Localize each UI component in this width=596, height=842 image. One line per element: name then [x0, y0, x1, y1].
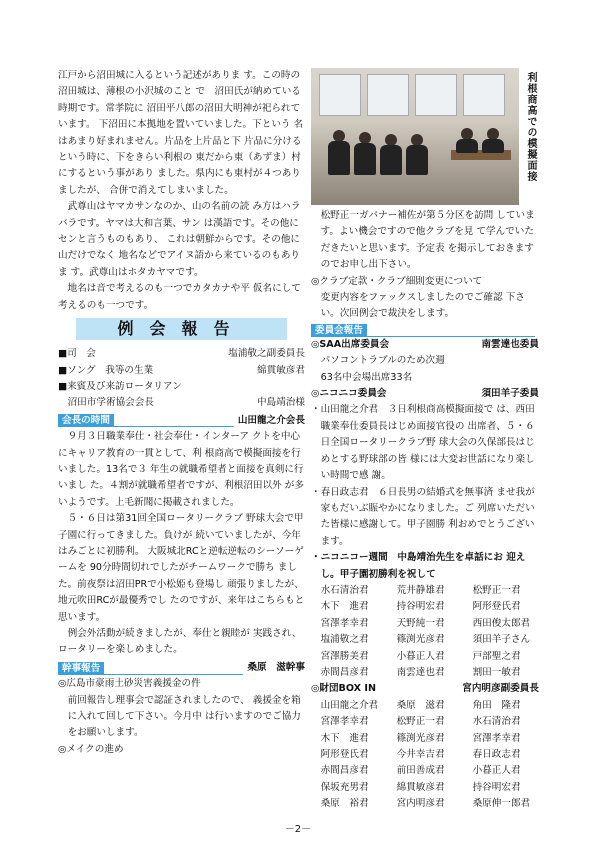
committee-report-tag: 委員会報告	[311, 324, 367, 337]
agenda-value: 中島靖治様	[257, 397, 305, 409]
member-name: 前田善成君	[396, 765, 445, 777]
person-figure	[482, 139, 504, 153]
agenda-label: ■ソング 我等の生業	[58, 364, 154, 376]
member-name: 持谷明宏君	[396, 601, 445, 613]
agenda-label: ■来賓及び来訪ロータリアン	[58, 380, 182, 392]
intro-paragraph-3: 地名は音で考えるのも一つでカタカナや平 仮名にして考えるのも一つです。	[58, 283, 301, 311]
member-name: 赤間昌彦君	[320, 666, 369, 678]
nikoniko-week-names	[311, 583, 539, 681]
agenda-label: ■司 会	[58, 348, 96, 360]
member-name: 木下 進君	[320, 601, 369, 613]
saa-committee-person: 南雲達也委員	[481, 338, 539, 350]
person-figure	[456, 139, 478, 153]
president-paragraph-1: ９月３日職業奉仕・社会奉仕・インターア クトを中心にキャリア教育の一貫として、利 根商高で模擬面接を行いました。13名で３ 年生の就職希望者と面接を真剣に行いまし た。４割が就職希望者ですが、利根沼田以外 が多いようです。上毛新聞に掲載されました。	[58, 431, 304, 508]
saa-line: 63名中会場出席33名	[320, 371, 413, 383]
member-name: 赤間昌彦君	[320, 765, 369, 777]
saa-line: パソコントラブルのため次週	[320, 355, 445, 367]
secretary-item-body: 前回報告し理事会で認証されましたので、 義援金を箱に入れて回して下さい。今月中 は行いますのでご協力をお願いします。	[67, 694, 301, 739]
agenda-value: 塩浦敬之副委員長	[228, 348, 305, 360]
member-name: 阿形登氏君	[320, 749, 369, 760]
secretary-item-head: ◎広島市豪雨土砂災害義援金の件	[58, 678, 201, 690]
member-name: 桑原 裕君	[320, 798, 369, 810]
member-name: 水石清治君	[320, 584, 369, 596]
member-name: 保坂充男君	[320, 781, 369, 793]
member-name: 宮澤孝幸君	[320, 617, 369, 629]
nikoniko-committee-row	[311, 386, 539, 402]
nikoniko-entry: ・山田龍之介君 ３日利根商高模擬面接で は、西田職業奉仕委員長はじめ面接官役の 出席者、５・６日全国ロータリークラブ野 球大会の久保部長はじめとする野球部の皆 様には大変お世話になり楽しい時間で感 謝。	[311, 404, 535, 482]
window-shape	[319, 74, 361, 116]
agenda-label: 沼田市学術協会会長	[58, 397, 154, 409]
member-name: 西田俊太郎君	[472, 617, 531, 629]
saa-committee-name: ◎SAA出席委員会	[311, 338, 390, 350]
person-figure	[354, 143, 376, 175]
member-name: 宮内明彦君	[396, 798, 445, 810]
member-name: 今井幸吉君	[396, 749, 445, 760]
interview-photo	[311, 68, 519, 205]
section-rule	[114, 414, 234, 427]
right-column	[311, 208, 539, 813]
nikoniko-entry: ・春日政志君 ６日長男の結婚式を無事済 ませ我が家もだいぶ賑やかになりました。ご 列席いただいた皆様に感謝して。甲子園勝 利おめでとうございます。	[311, 486, 535, 547]
president-paragraph-2: ５・６日は第31回全国ロータリークラブ 野球大会で甲子園に行ってきました。負けが 続いていましたが、今年はみごとに初勝利。 大阪城北RCと逆転逆転のシーソーゲームを 90分時間切れでしたがチームワークで勝ち ました。前夜祭は沼田PRで小松姫も登場し 頑張りましたが、地元吹田RCが最優秀でし たのですが、来年はこちらもと思います。	[58, 513, 305, 623]
agenda-list	[58, 346, 305, 412]
section-rule	[367, 324, 535, 337]
member-name: 南雲達也君	[396, 666, 445, 678]
member-name: 松野正一君	[472, 584, 521, 596]
member-name: 木下 進君	[320, 732, 369, 744]
foundation-box-person: 宮内明彦副委員長	[462, 683, 539, 695]
member-name: 阿形登氏君	[472, 601, 521, 613]
president-time-header	[58, 413, 305, 429]
member-name: 宮澤孝幸君	[472, 732, 521, 744]
secretary-name: 桑原 滋幹事	[247, 661, 305, 673]
member-name: 篠渕光彦君	[396, 634, 445, 646]
member-name: 塩浦敬之君	[320, 634, 369, 646]
president-time-tag: 会長の時間	[58, 414, 114, 427]
member-name: 宮澤孝幸君	[320, 716, 369, 728]
member-name: 桑原伸一郎君	[472, 798, 531, 810]
secretary-report-tag: 幹事報告	[58, 662, 104, 675]
member-name: 綿貫敏彦君	[396, 781, 445, 793]
page-number: －2－	[284, 824, 312, 835]
member-name: 宮澤勝美君	[320, 650, 369, 662]
secretary-report-header	[58, 660, 305, 676]
agenda-row	[58, 346, 305, 362]
person-figure	[328, 141, 350, 175]
intro-paragraph-1: 江戸から沼田城に入るという記述がありま す。この時の沼田城は、薄根の小沢城のこと で 沼田氏が納めている時期です。常孝院に 沼田平八郎の沼田大明神が祀られています。 下沼田に本拠地を置いていました。下という 名はあまり好まれません。片品を上片品と下 片品に分けるという時に、下をきらい利根の 東だから東（あずま）村にするという事があり ました。県内にも東村が４つありましたが、 合併で消えてしまいました。	[58, 70, 304, 196]
member-name: 持谷明宏君	[472, 781, 521, 793]
section-rule	[104, 662, 243, 675]
committee-report-header	[311, 324, 539, 337]
person-figure	[406, 145, 428, 175]
agenda-row	[58, 379, 305, 395]
saa-committee-row	[311, 337, 539, 353]
window-shape	[415, 74, 457, 116]
secretary-item-head: ◎メイクの進め	[58, 743, 124, 755]
person-figure	[380, 145, 402, 175]
president-paragraph-3: 例会外活動が続きましたが、奉仕と親睦が 実践され、ロータリーを楽しめました。	[58, 628, 302, 656]
member-name: 天野純一君	[396, 617, 445, 629]
window-shape	[463, 74, 505, 116]
member-name: 荒井静雄君	[396, 584, 445, 596]
member-name: 割田一敏君	[472, 666, 521, 678]
window-shape	[367, 74, 409, 116]
member-name: 山田龍之介君	[320, 699, 379, 711]
intro-paragraph-2: 武尊山はヤマカサンなのか、山の名前の読 み方はハラバラです。ヤマは大和言葉、サン は漢語です。その他にセンと言うものもあり、 これは朝鮮からです。その他に山だけでなく 地名などでアイヌ語から来ているのもありま す。武尊山はホタカヤマです。	[58, 201, 301, 278]
agenda-row	[58, 395, 305, 411]
meeting-report-title: 例会報告	[76, 318, 287, 340]
member-name: 水石清治君	[472, 716, 521, 728]
agenda-row	[58, 363, 305, 379]
president-name: 山田龍之介会長	[237, 414, 305, 426]
foundation-box-names	[311, 698, 539, 813]
club-item-head: ◎クラブ定款・クラブ細則変更について	[311, 275, 483, 287]
nikoniko-committee-person: 須田羊子委員	[481, 388, 539, 400]
member-name: 桑原 滋君	[396, 699, 445, 711]
member-name: 篠渕光彦君	[396, 732, 445, 744]
club-item-body: 変更内容をファックスしましたのでご確認 下さい。次回例会で裁決をします。	[320, 292, 525, 320]
nikoniko-week-heading: ・ニコニコー週間 中島靖治先生を卓話にお 迎えし。甲子園初勝利を祝して	[311, 552, 526, 580]
member-name: 小暮正人君	[396, 650, 445, 662]
member-name: 春日政志君	[472, 749, 521, 760]
foundation-box-heading: ◎財団BOX IN	[311, 683, 377, 695]
agenda-value: 綿貫敏彦君	[257, 364, 305, 376]
foundation-box-row	[311, 681, 539, 697]
left-column	[58, 68, 305, 758]
member-name: 須田羊子さん	[472, 634, 531, 646]
continued-body: 松野正一ガバナー補佐が第５分区を訪問 しています。よい機会ですので他クラブを見 て学んでいただきたいと思います。予定表 を掲示しておきますのでお申し出下さい。	[320, 210, 535, 271]
member-name: 戸部聖之君	[472, 650, 521, 662]
member-name: 角田 隆君	[472, 699, 521, 711]
member-name: 小暮正人君	[472, 765, 521, 777]
nikoniko-committee-name: ◎ニコニコ委員会	[311, 388, 387, 400]
photo-caption: 利根商高での模擬面接	[525, 72, 536, 182]
member-name: 松野正一君	[396, 716, 445, 728]
